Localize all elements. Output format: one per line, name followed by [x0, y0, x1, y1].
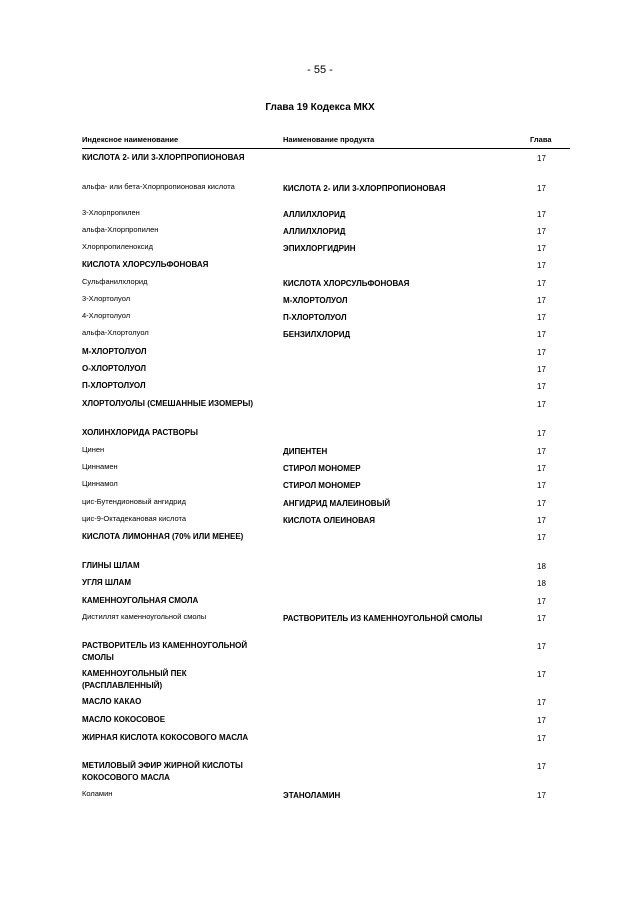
index-name-cell: цис-Бутендионовый ангидрид — [82, 497, 186, 506]
chapter-cell: 17 — [537, 762, 546, 771]
chapter-cell: 18 — [537, 562, 546, 571]
chapter-cell: 17 — [537, 400, 546, 409]
index-name-cell: МАСЛО КОКОСОВОЕ — [82, 715, 166, 724]
product-name-cell: КИСЛОТА ХЛОРСУЛЬФОНОВАЯ — [283, 279, 410, 288]
index-name-cell: Циннамен — [82, 462, 118, 471]
index-name-cell: Дистиллят каменноугольной смолы — [82, 612, 207, 621]
header-chapter: Глава — [530, 135, 552, 144]
chapter-cell: 17 — [537, 365, 546, 374]
index-name-cell: альфа-Хлорпропилен — [82, 225, 159, 234]
chapter-cell: 17 — [537, 481, 546, 490]
index-name-cell: Сульфанилхлорид — [82, 277, 148, 286]
chapter-cell: 17 — [537, 348, 546, 357]
product-name-cell: СТИРОЛ МОНОМЕР — [283, 481, 361, 490]
chapter-cell: 17 — [537, 670, 546, 679]
chapter-cell: 17 — [537, 227, 546, 236]
index-name-cell: ХЛОРТОЛУОЛЫ (СМЕШАННЫЕ ИЗОМЕРЫ) — [82, 399, 254, 408]
index-name-cell: Цинен — [82, 445, 105, 454]
index-name-cell: цис-9-Октадекановая кислота — [82, 514, 187, 523]
index-name-cell: М-ХЛОРТОЛУОЛ — [82, 347, 147, 356]
index-name-cell: альфа-Хлортолуол — [82, 328, 149, 337]
chapter-cell: 17 — [537, 464, 546, 473]
product-name-cell: РАСТВОРИТЕЛЬ ИЗ КАМЕННОУГОЛЬНОЙ СМОЛЫ — [283, 614, 483, 623]
index-name-cell: Хлорпропиленоксид — [82, 242, 154, 251]
product-name-cell: СТИРОЛ МОНОМЕР — [283, 464, 361, 473]
index-name-cell: 3-Хлортолуол — [82, 294, 131, 303]
chapter-cell: 17 — [537, 447, 546, 456]
product-name-cell: ДИПЕНТЕН — [283, 447, 328, 456]
index-name-cell: П-ХЛОРТОЛУОЛ — [82, 381, 146, 390]
chapter-cell: 17 — [537, 429, 546, 438]
product-name-cell: АНГИДРИД МАЛЕИНОВЫЙ — [283, 499, 391, 508]
header-product-name: Наименование продукта — [283, 135, 375, 144]
chapter-cell: 17 — [537, 184, 546, 193]
product-name-cell: КИСЛОТА ОЛЕИНОВАЯ — [283, 516, 376, 525]
index-name-cell: ГЛИНЫ ШЛАМ — [82, 561, 140, 570]
chapter-cell: 17 — [537, 154, 546, 163]
chapter-cell: 17 — [537, 642, 546, 651]
product-name-cell: КИСЛОТА 2- ИЛИ 3-ХЛОРПРОПИОНОВАЯ — [283, 184, 446, 193]
chapter-cell: 17 — [537, 296, 546, 305]
index-name-cell: КИСЛОТА 2- ИЛИ 3-ХЛОРПРОПИОНОВАЯ — [82, 153, 245, 162]
chapter-cell: 18 — [537, 579, 546, 588]
chapter-cell: 17 — [537, 734, 546, 743]
chapter-cell: 17 — [537, 698, 546, 707]
index-name-cell: РАСТВОРИТЕЛЬ ИЗ КАМЕННОУГОЛЬНОЙ СМОЛЫ — [82, 641, 248, 662]
chapter-cell: 17 — [537, 330, 546, 339]
product-name-cell: АЛЛИЛХЛОРИД — [283, 210, 346, 219]
index-name-cell: КИСЛОТА ХЛОРСУЛЬФОНОВАЯ — [82, 260, 209, 269]
chapter-cell: 17 — [537, 244, 546, 253]
chapter-cell: 17 — [537, 533, 546, 542]
page-title: Глава 19 Кодекса МКХ — [265, 102, 375, 113]
index-name-cell: КАМЕННОУГОЛЬНАЯ СМОЛА — [82, 596, 199, 605]
chapter-cell: 17 — [537, 791, 546, 800]
chapter-cell: 17 — [537, 716, 546, 725]
chapter-cell: 17 — [537, 382, 546, 391]
index-name-cell: МАСЛО КАКАО — [82, 697, 142, 706]
product-name-cell: П-ХЛОРТОЛУОЛ — [283, 313, 347, 322]
index-name-cell: 4-Хлортолуол — [82, 311, 131, 320]
product-name-cell: АЛЛИЛХЛОРИД — [283, 227, 346, 236]
chapter-cell: 17 — [537, 210, 546, 219]
index-name-cell: ХОЛИНХЛОРИДА РАСТВОРЫ — [82, 428, 198, 437]
index-name-cell: КИСЛОТА ЛИМОННАЯ (70% ИЛИ МЕНЕЕ) — [82, 532, 244, 541]
chapter-cell: 17 — [537, 597, 546, 606]
chapter-cell: 17 — [537, 499, 546, 508]
chapter-cell: 17 — [537, 279, 546, 288]
index-name-cell: МЕТИЛОВЫЙ ЭФИР ЖИРНОЙ КИСЛОТЫ КОКОСОВОГО МАСЛА — [82, 761, 243, 782]
chapter-cell: 17 — [537, 516, 546, 525]
product-name-cell: ЭТАНОЛАМИН — [283, 791, 341, 800]
product-name-cell: БЕНЗИЛХЛОРИД — [283, 330, 351, 339]
chapter-cell: 17 — [537, 261, 546, 270]
index-name-cell: Коламин — [82, 789, 113, 798]
chapter-cell: 17 — [537, 614, 546, 623]
index-name-cell: КАМЕННОУГОЛЬНЫЙ ПЕК (РАСПЛАВЛЕННЫЙ) — [82, 669, 187, 690]
index-name-cell: О-ХЛОРТОЛУОЛ — [82, 364, 147, 373]
product-name-cell: ЭПИХЛОРГИДРИН — [283, 244, 356, 253]
page-number: - 55 - — [307, 64, 333, 76]
index-name-cell: УГЛЯ ШЛАМ — [82, 578, 131, 587]
table-header — [82, 134, 570, 149]
chapter-cell: 17 — [537, 313, 546, 322]
index-name-cell: ЖИРНАЯ КИСЛОТА КОКОСОВОГО МАСЛА — [82, 733, 249, 742]
index-name-cell: 3-Хлорпропилен — [82, 208, 140, 217]
product-name-cell: М-ХЛОРТОЛУОЛ — [283, 296, 348, 305]
index-name-cell: Циннамол — [82, 479, 118, 488]
index-name-cell: альфа- или бета-Хлорпропионовая кислота — [82, 182, 235, 191]
header-index-name: Индексное наименование — [82, 135, 179, 144]
